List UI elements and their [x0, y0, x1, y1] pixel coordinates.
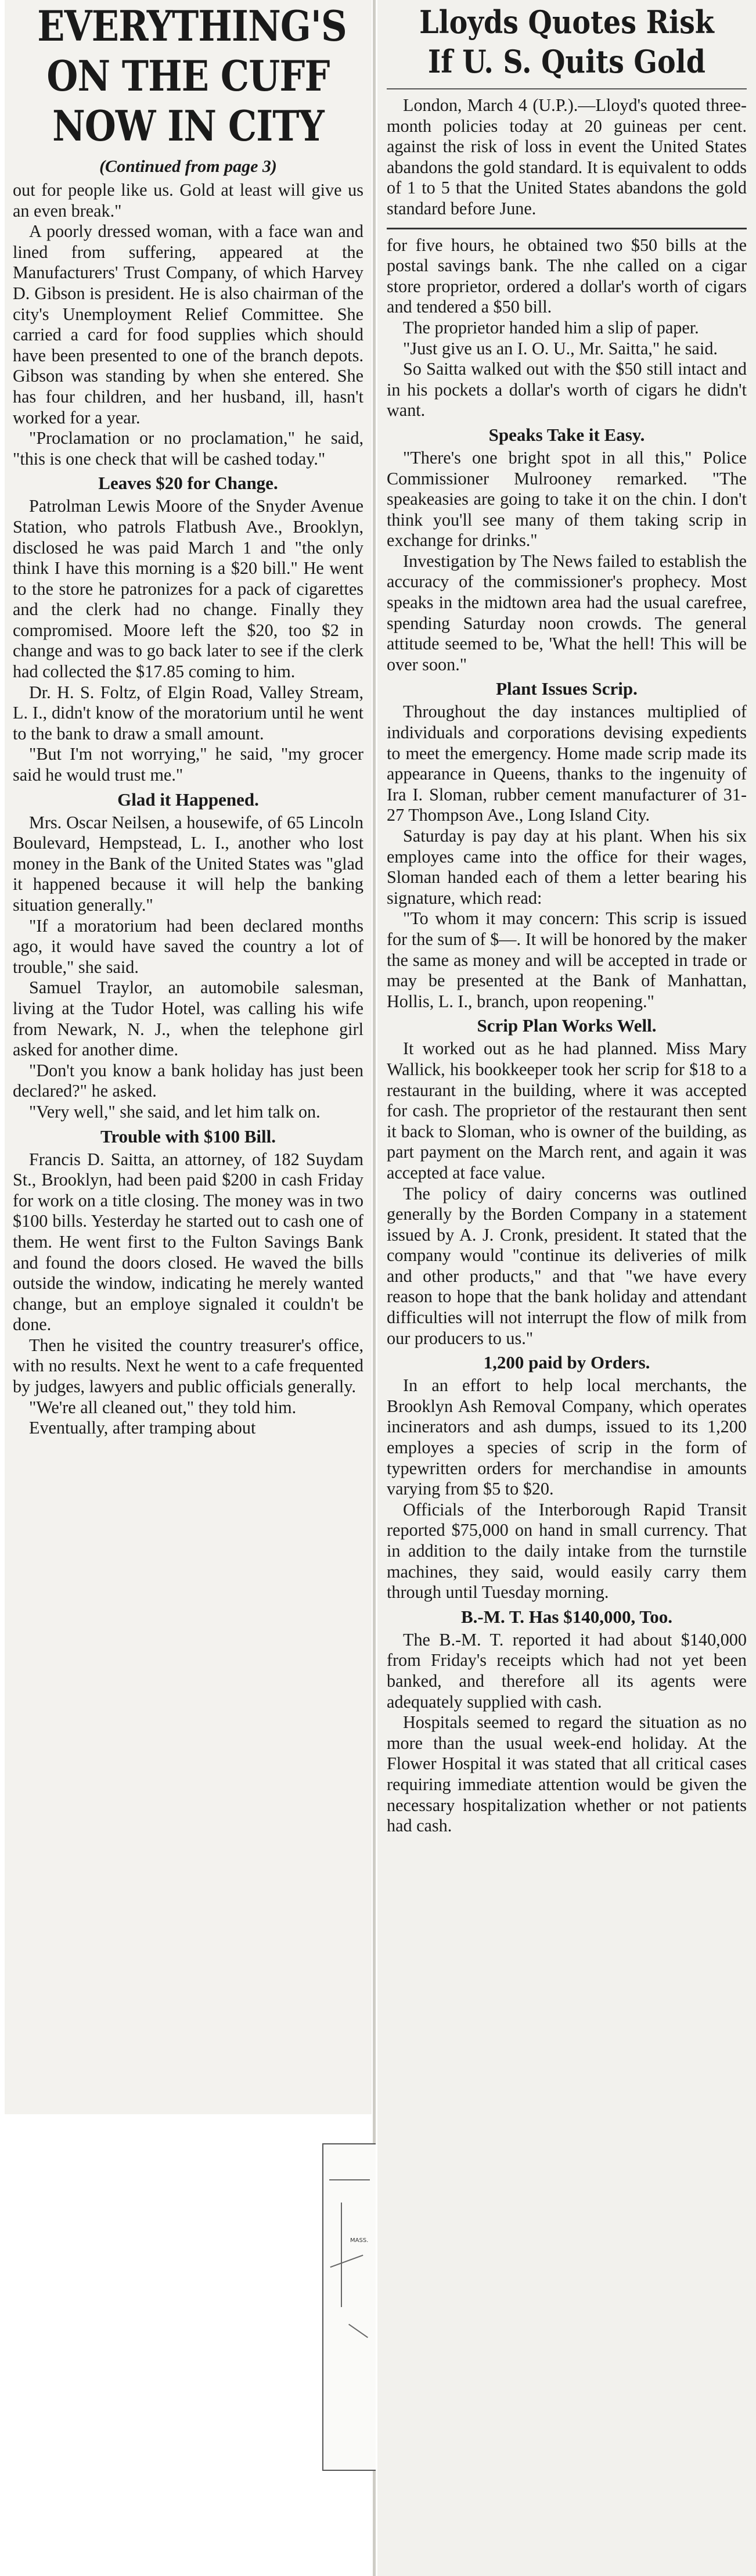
- left-subhead-2: Glad it Happened.: [117, 789, 259, 810]
- right-body-a: [387, 235, 747, 421]
- right-lead-paragraph: London, March 4 (U.P.).—Lloyd's quoted three-month policies today at 20 guineas per cent. against the risk of loss in event the United States abandons the gold standard. It is equivalent to odds of 1 to 5 that the United States abandons the gold standard before June.: [387, 95, 747, 218]
- right-paragraph: "Just give us an I. O. U., Mr. Saitta," he said.: [403, 338, 718, 358]
- left-paragraph: "We're all cleaned out," they told him.: [29, 1397, 297, 1417]
- right-paragraph: The B.-M. T. reported it had about $140,000 from Friday's receipts which had not yet been banked, and therefore all its agents were adequately supplied with cash.: [387, 1629, 747, 1712]
- right-paragraph: Throughout the day instances multiplied of individuals and corporations devising expedients to meet the emergency. Home made scrip made its appearance in Queens, thanks to the ingenuity of Ira I. Sloman, rubber cement manufacturer of 31-27 Thompson Ave., Long Island City.: [387, 702, 747, 825]
- left-paragraph: "Very well," she said, and let him talk on.: [29, 1101, 321, 1122]
- section-rule: [387, 228, 747, 229]
- left-paragraph: "Don't you know a bank holiday has just been declared?" he asked.: [13, 1060, 363, 1101]
- left-paragraph: Then he visited the country treasurer's office, with no results. Next he went to a cafe frequented by judges, lawyers and public officials generally.: [13, 1335, 363, 1397]
- left-paragraph: Eventually, after tramping about: [29, 1418, 256, 1438]
- left-paragraph: out for people like us. Gold at least will give us an even break.": [13, 180, 363, 221]
- left-paragraph: Dr. H. S. Foltz, of Elgin Road, Valley Stream, L. I., didn't know of the moratorium until he went to the bank to draw a small amount.: [13, 682, 363, 743]
- right-paragraph: In an effort to help local merchants, the Brooklyn Ash Removal Company, which operates incinerators and ash dumps, issued to its 1,200 employes a species of scrip in the form of typewritten orders for merchandise in amounts varying from $5 to $20.: [387, 1375, 747, 1499]
- right-subhead-4: 1,200 paid by Orders.: [483, 1352, 650, 1373]
- right-subhead-5: B.-M. T. Has $140,000, Too.: [460, 1606, 673, 1627]
- map-label: MASS.: [350, 2237, 369, 2244]
- left-headline-line-3: NOW IN CITY: [52, 101, 324, 150]
- right-paragraph: "To whom it may concern: This scrip is issued for the sum of $—. It will be honored by the maker the same as money and will be accepted in trade or may be presented at the Bank of Manhattan, Hollis, L. I., branch, upon reopening.": [387, 908, 747, 1011]
- right-subhead-1: Speaks Take it Easy.: [488, 424, 645, 445]
- left-body-b: [13, 496, 363, 785]
- right-paragraph: The proprietor handed him a slip of paper.: [403, 317, 699, 337]
- right-body-e: [387, 1375, 747, 1603]
- right-paragraph: So Saitta walked out with the $50 still intact and in his pockets a dollar's worth of cigars he didn't want.: [387, 359, 747, 421]
- left-paragraph: "Proclamation or no proclamation," he said, "this is one check that will be cashed today.": [13, 428, 363, 469]
- right-paragraph: It worked out as he had planned. Miss Mary Wallick, his bookkeeper took her scrip for $18 to a restaurant in the building, where it was accepted for cash. The proprietor of the restaurant then sent it back to Sloman, who is owner of the building, as part payment on the March rent, and again it was accepted at face value.: [387, 1039, 747, 1183]
- right-article: [377, 2, 756, 1837]
- right-paragraph: for five hours, he obtained two $50 bills at the postal savings bank. The nhe called on a cigar store proprietor, ordered a dollar's worth of cigars and tendered a $50 bill.: [387, 235, 747, 317]
- left-subhead-3: Trouble with $100 Bill.: [100, 1126, 276, 1147]
- left-paragraph: Mrs. Oscar Neilsen, a housewife, of 65 Lincoln Boulevard, Hempstead, L. I., another who lost money in the Bank of the United States was "glad it happened because it will help the banking situation generally.": [13, 812, 363, 915]
- left-paragraph: Patrolman Lewis Moore of the Snyder Avenue Station, who patrols Flatbush Ave., Brooklyn, disclosed he was paid March 1 and "the only think I have this morning is a $20 bill." He went to the store he patronizes for a pack of cigarettes and the clerk had no change. Finally they compromised. Moore left the $20, too $2 in change and was to go back later to see if the clerk had collected the $17.85 coming to him.: [13, 496, 363, 682]
- left-paragraph: A poorly dressed woman, with a face wan and lined from suffering, appeared at the Manufacturers' Trust Company, of which Harvey D. Gibson is president. He is also chairman of the city's Unemployment Relief Committee. She carried a card for food supplies which should have been presented to one of the branch depots. Gibson was standing by when she entered. She has four children, and her husband, ill, hasn't worked for a year.: [13, 221, 363, 427]
- map-line: [329, 2179, 370, 2180]
- left-article: [5, 1, 372, 1439]
- right-body-b: [387, 448, 747, 676]
- left-subhead-1: Leaves $20 for Change.: [98, 473, 278, 494]
- left-body-c: [13, 813, 363, 1123]
- right-body-c: [387, 702, 747, 1012]
- continued-note: (Continued from page 3): [99, 157, 277, 176]
- right-paragraph: Investigation by The News failed to establish the accuracy of the commissioner's prophecy. Most speaks in the midtown area had the usual carefree, spending Saturday noon crowds. The general attitude seemed to be, 'What the hell! This will be over soon.": [387, 551, 747, 674]
- map-line: [348, 2324, 368, 2338]
- left-headline-line-1: EVERYTHING'S: [37, 1, 347, 51]
- right-body-d: [387, 1039, 747, 1349]
- left-body-a: [13, 180, 363, 469]
- map-line: [341, 2203, 342, 2307]
- right-headline-line-2: If U. S. Quits Gold: [428, 43, 705, 80]
- left-body-d: [13, 1149, 363, 1439]
- map-line: [330, 2255, 363, 2268]
- left-paragraph: "But I'm not worrying," he said, "my grocer said he would trust me.": [13, 744, 363, 785]
- headline-rule: [387, 88, 747, 89]
- right-body-f: [387, 1630, 747, 1837]
- left-paragraph: Francis D. Saitta, an attorney, of 182 Suydam St., Brooklyn, had been paid $200 in cash Friday for work on a title closing. The money was in two $100 bills. Yesterday he started out to cash one of them. He went first to the Fulton Savings Bank and found the doors closed. He waved the bills outside the window, indicating he merely wanted change, but an employe signaled it couldn't be done.: [13, 1149, 363, 1335]
- right-column: [377, 0, 756, 2576]
- right-subhead-2: Plant Issues Scrip.: [496, 678, 638, 699]
- left-paragraph: "If a moratorium had been declared months ago, it would have saved the country a lot of trouble," she said.: [13, 915, 363, 977]
- right-subhead-3: Scrip Plan Works Well.: [477, 1015, 657, 1036]
- left-headline-line-2: ON THE CUFF: [46, 51, 330, 100]
- left-column: [5, 0, 372, 2114]
- right-paragraph: Saturday is pay day at his plant. When his six employes came into the office for their wages, Sloman handed each of them a letter bearing his signature, which read:: [387, 826, 747, 908]
- left-paragraph: Samuel Traylor, an automobile salesman, living at the Tudor Hotel, was calling his wife from Newark, N. J., when the telephone girl asked for another dime.: [13, 978, 363, 1060]
- right-paragraph: Officials of the Interborough Rapid Transit reported $75,000 on hand in small currency. That in addition to the daily intake from the turnstile machines, they said, would easily carry them through until Tuesday morning.: [387, 1499, 747, 1603]
- map-fragment: [322, 2143, 376, 2471]
- right-paragraph: The policy of dairy concerns was outlined generally by the Borden Company in a statement issued by A. J. Cronk, president. It stated that the company would "continue its deliveries of milk and other products," and that "we have every reason to hope that the bank holiday and attendant difficulties will not interrupt the flow of milk from our producers to us.": [387, 1183, 747, 1348]
- right-lead: [387, 95, 747, 220]
- right-headline-line-1: Lloyds Quotes Risk: [419, 3, 714, 41]
- right-paragraph: "There's one bright spot in all this," Police Commissioner Mulrooney remarked. "The speakeasies are going to take it on the chin. I don't think you'll see many of them taking scrip in exchange for drinks.": [387, 447, 747, 551]
- right-paragraph: Hospitals seemed to regard the situation as no more than the usual week-end holiday. At the Flower Hospital it was stated that all critical cases requiring immediate attention would be given the necessary hospitalization whether or not patients had cash.: [387, 1712, 747, 1836]
